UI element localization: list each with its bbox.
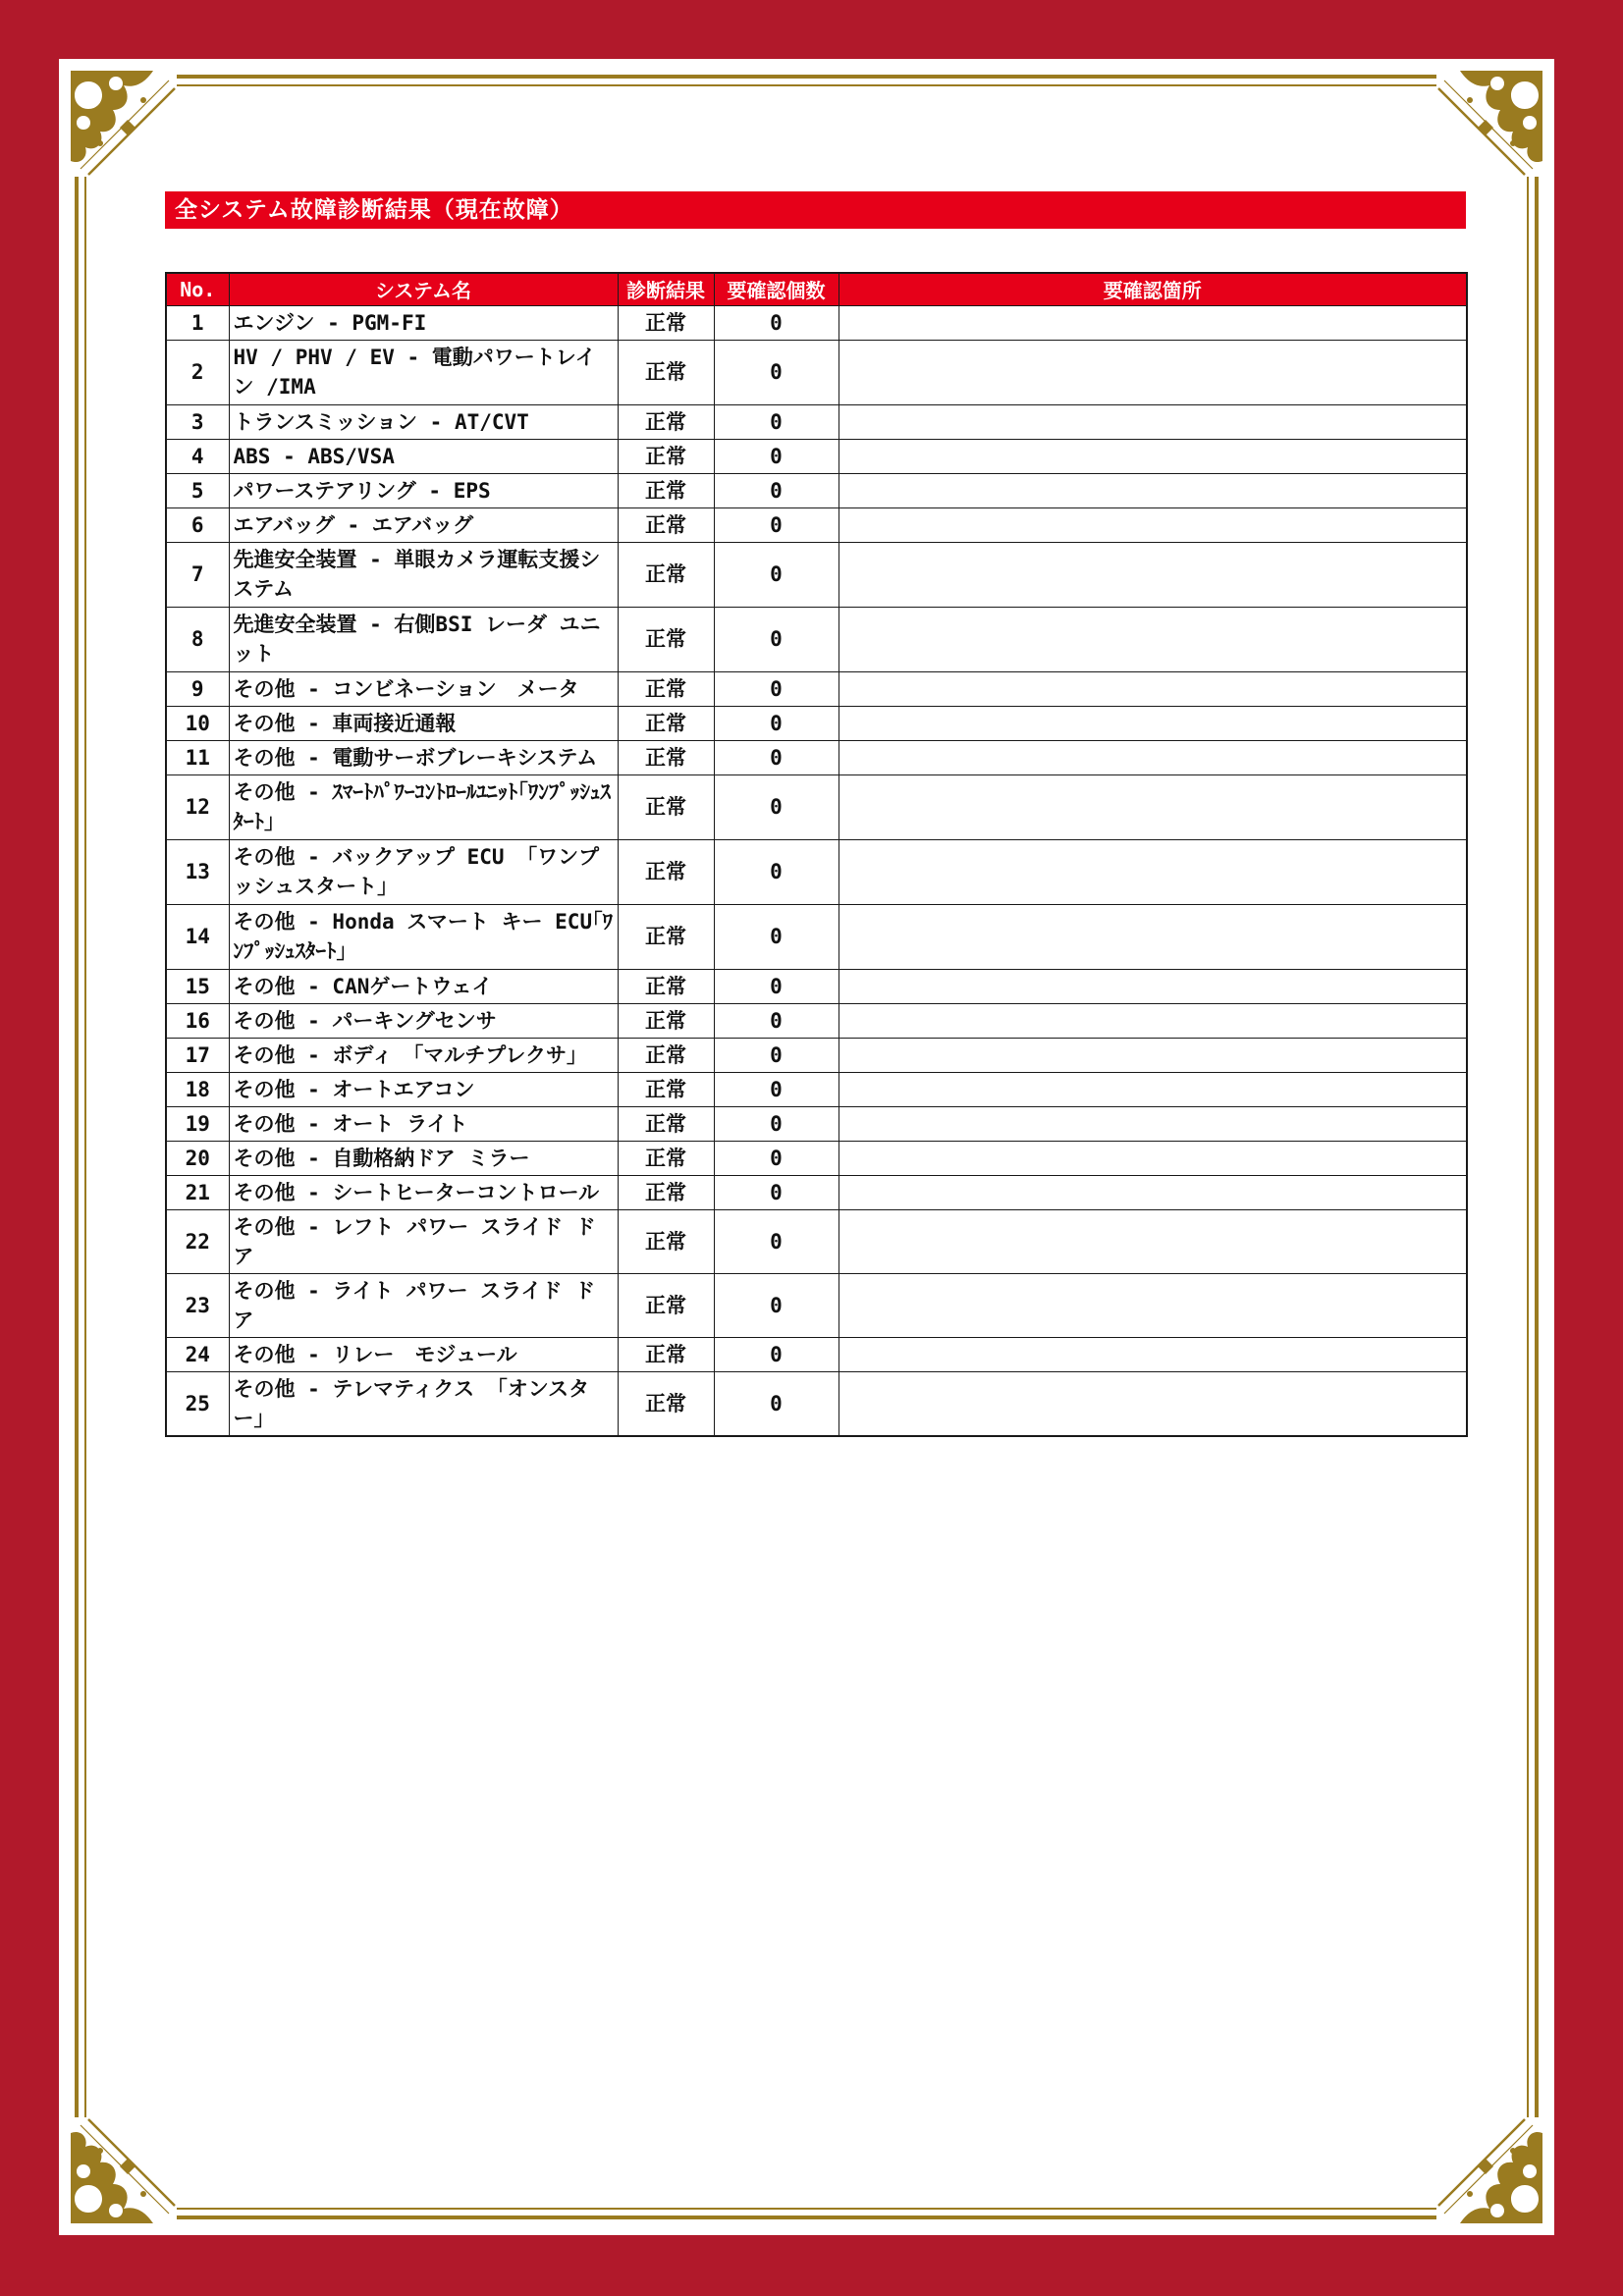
system-name: ABS - ABS/VSA <box>229 439 618 473</box>
system-name: トランスミッション - AT/CVT <box>229 404 618 439</box>
table-row <box>166 1038 1467 1072</box>
system-name: その他 - 自動格納ドア ミラー <box>229 1141 618 1175</box>
diagnosis-result: 正常 <box>618 671 714 706</box>
confirm-location <box>839 340 1467 404</box>
confirm-location <box>839 607 1467 671</box>
confirm-count: 0 <box>714 1337 839 1371</box>
row-number: 4 <box>166 439 229 473</box>
confirm-location <box>839 839 1467 904</box>
diagnosis-result: 正常 <box>618 1038 714 1072</box>
confirm-location <box>839 1209 1467 1273</box>
confirm-count: 0 <box>714 1273 839 1337</box>
diagnosis-result: 正常 <box>618 1106 714 1141</box>
confirm-location <box>839 439 1467 473</box>
confirm-location <box>839 1337 1467 1371</box>
corner-ornament-icon <box>1436 2117 1554 2235</box>
page-title: 全システム故障診断結果（現在故障） <box>165 191 1466 229</box>
table-row <box>166 340 1467 404</box>
system-name: その他 - 車両接近通報 <box>229 706 618 740</box>
system-name: 先進安全装置 - 単眼カメラ運転支援システム <box>229 542 618 607</box>
diagnosis-result: 正常 <box>618 839 714 904</box>
confirm-count: 0 <box>714 439 839 473</box>
row-number: 2 <box>166 340 229 404</box>
corner-ornament-icon <box>1436 59 1554 177</box>
confirm-count: 0 <box>714 404 839 439</box>
system-name: その他 - レフト パワー スライド ドア <box>229 1209 618 1273</box>
row-number: 6 <box>166 507 229 542</box>
row-number: 12 <box>166 774 229 839</box>
system-name: その他 - 電動サーボブレーキシステム <box>229 740 618 774</box>
system-name: パワーステアリング - EPS <box>229 473 618 507</box>
diagnosis-result: 正常 <box>618 740 714 774</box>
confirm-location <box>839 1273 1467 1337</box>
confirm-location <box>839 706 1467 740</box>
diagnosis-result: 正常 <box>618 1273 714 1337</box>
confirm-location <box>839 473 1467 507</box>
confirm-location <box>839 1038 1467 1072</box>
confirm-location <box>839 1106 1467 1141</box>
table-row <box>166 542 1467 607</box>
row-number: 25 <box>166 1371 229 1436</box>
confirm-location <box>839 1175 1467 1209</box>
system-name: その他 - バックアップ ECU 「ワンプッシュスタート」 <box>229 839 618 904</box>
row-number: 18 <box>166 1072 229 1106</box>
diagnosis-result: 正常 <box>618 507 714 542</box>
row-number: 3 <box>166 404 229 439</box>
table-row <box>166 1273 1467 1337</box>
confirm-count: 0 <box>714 839 839 904</box>
table-row <box>166 473 1467 507</box>
row-number: 20 <box>166 1141 229 1175</box>
system-name: その他 - リレー モジュール <box>229 1337 618 1371</box>
column-header-count: 要確認個数 <box>714 273 839 305</box>
confirm-count: 0 <box>714 607 839 671</box>
confirm-location <box>839 542 1467 607</box>
confirm-count: 0 <box>714 1106 839 1141</box>
system-name: その他 - コンビネーション メータ <box>229 671 618 706</box>
table-row <box>166 1209 1467 1273</box>
table-row <box>166 904 1467 969</box>
confirm-location <box>839 1072 1467 1106</box>
diagnosis-result: 正常 <box>618 607 714 671</box>
system-name: その他 - Honda スマート キー ECU｢ﾜﾝﾌﾟｯｼｭｽﾀｰﾄ｣ <box>229 904 618 969</box>
diagnosis-result: 正常 <box>618 305 714 340</box>
confirm-count: 0 <box>714 1175 839 1209</box>
corner-ornament-icon <box>59 59 177 177</box>
system-name: エアバッグ - エアバッグ <box>229 507 618 542</box>
row-number: 14 <box>166 904 229 969</box>
diagnosis-table-body <box>166 305 1467 1436</box>
system-name: その他 - パーキングセンサ <box>229 1003 618 1038</box>
column-header-location: 要確認箇所 <box>839 273 1467 305</box>
confirm-count: 0 <box>714 1209 839 1273</box>
confirm-location <box>839 904 1467 969</box>
table-row <box>166 439 1467 473</box>
diagnosis-result: 正常 <box>618 439 714 473</box>
row-number: 7 <box>166 542 229 607</box>
corner-ornament-icon <box>59 2117 177 2235</box>
report-content <box>165 191 1466 1437</box>
confirm-count: 0 <box>714 1141 839 1175</box>
column-header-system: システム名 <box>229 273 618 305</box>
diagnosis-result: 正常 <box>618 1141 714 1175</box>
table-row <box>166 1175 1467 1209</box>
row-number: 15 <box>166 969 229 1003</box>
system-name: その他 - ボディ 「マルチプレクサ」 <box>229 1038 618 1072</box>
system-name: その他 - ライト パワー スライド ドア <box>229 1273 618 1337</box>
table-row <box>166 305 1467 340</box>
table-row <box>166 507 1467 542</box>
column-header-no: No. <box>166 273 229 305</box>
confirm-count: 0 <box>714 1038 839 1072</box>
table-row <box>166 706 1467 740</box>
table-row <box>166 1371 1467 1436</box>
confirm-count: 0 <box>714 507 839 542</box>
confirm-location <box>839 404 1467 439</box>
system-name: その他 - シートヒーターコントロール <box>229 1175 618 1209</box>
row-number: 24 <box>166 1337 229 1371</box>
confirm-location <box>839 969 1467 1003</box>
diagnosis-result: 正常 <box>618 1175 714 1209</box>
system-name: その他 - ｽﾏｰﾄﾊﾟﾜｰｺﾝﾄﾛｰﾙﾕﾆｯﾄ｢ﾜﾝﾌﾟｯｼｭｽﾀｰﾄ｣ <box>229 774 618 839</box>
confirm-count: 0 <box>714 542 839 607</box>
table-row <box>166 404 1467 439</box>
document-page <box>59 59 1554 2235</box>
row-number: 22 <box>166 1209 229 1273</box>
column-header-result: 診断結果 <box>618 273 714 305</box>
diagnosis-result: 正常 <box>618 340 714 404</box>
system-name: その他 - テレマティクス 「オンスター」 <box>229 1371 618 1436</box>
diagnosis-result: 正常 <box>618 1337 714 1371</box>
diagnosis-result: 正常 <box>618 1371 714 1436</box>
confirm-count: 0 <box>714 1072 839 1106</box>
row-number: 11 <box>166 740 229 774</box>
row-number: 8 <box>166 607 229 671</box>
diagnosis-result: 正常 <box>618 404 714 439</box>
row-number: 19 <box>166 1106 229 1141</box>
table-row <box>166 1141 1467 1175</box>
confirm-count: 0 <box>714 774 839 839</box>
diagnosis-result: 正常 <box>618 1209 714 1273</box>
system-name: その他 - オート ライト <box>229 1106 618 1141</box>
row-number: 23 <box>166 1273 229 1337</box>
table-row <box>166 1106 1467 1141</box>
confirm-location <box>839 671 1467 706</box>
row-number: 1 <box>166 305 229 340</box>
confirm-count: 0 <box>714 969 839 1003</box>
diagnosis-result: 正常 <box>618 969 714 1003</box>
table-row <box>166 1003 1467 1038</box>
system-name: その他 - オートエアコン <box>229 1072 618 1106</box>
confirm-count: 0 <box>714 1003 839 1038</box>
confirm-count: 0 <box>714 706 839 740</box>
diagnosis-result: 正常 <box>618 774 714 839</box>
row-number: 21 <box>166 1175 229 1209</box>
row-number: 5 <box>166 473 229 507</box>
table-row <box>166 969 1467 1003</box>
diagnosis-result: 正常 <box>618 542 714 607</box>
confirm-count: 0 <box>714 904 839 969</box>
confirm-location <box>839 740 1467 774</box>
confirm-location <box>839 1371 1467 1436</box>
table-row <box>166 1072 1467 1106</box>
row-number: 17 <box>166 1038 229 1072</box>
diagnosis-result: 正常 <box>618 1072 714 1106</box>
row-number: 16 <box>166 1003 229 1038</box>
confirm-location <box>839 1003 1467 1038</box>
system-name: HV / PHV / EV - 電動パワートレイン /IMA <box>229 340 618 404</box>
table-row <box>166 839 1467 904</box>
confirm-location <box>839 1141 1467 1175</box>
diagnosis-table <box>165 272 1468 1437</box>
diagnosis-result: 正常 <box>618 473 714 507</box>
table-row <box>166 607 1467 671</box>
system-name: エンジン - PGM-FI <box>229 305 618 340</box>
confirm-location <box>839 507 1467 542</box>
confirm-count: 0 <box>714 1371 839 1436</box>
diagnosis-result: 正常 <box>618 904 714 969</box>
table-row <box>166 1337 1467 1371</box>
row-number: 10 <box>166 706 229 740</box>
confirm-count: 0 <box>714 305 839 340</box>
table-row <box>166 740 1467 774</box>
confirm-count: 0 <box>714 671 839 706</box>
confirm-count: 0 <box>714 473 839 507</box>
confirm-count: 0 <box>714 340 839 404</box>
confirm-location <box>839 305 1467 340</box>
table-row <box>166 671 1467 706</box>
system-name: 先進安全装置 - 右側BSI レーダ ユニット <box>229 607 618 671</box>
row-number: 13 <box>166 839 229 904</box>
diagnosis-result: 正常 <box>618 1003 714 1038</box>
diagnosis-result: 正常 <box>618 706 714 740</box>
confirm-location <box>839 774 1467 839</box>
diagnosis-table-header <box>166 273 1467 305</box>
table-row <box>166 774 1467 839</box>
confirm-count: 0 <box>714 740 839 774</box>
system-name: その他 - CANゲートウェイ <box>229 969 618 1003</box>
row-number: 9 <box>166 671 229 706</box>
